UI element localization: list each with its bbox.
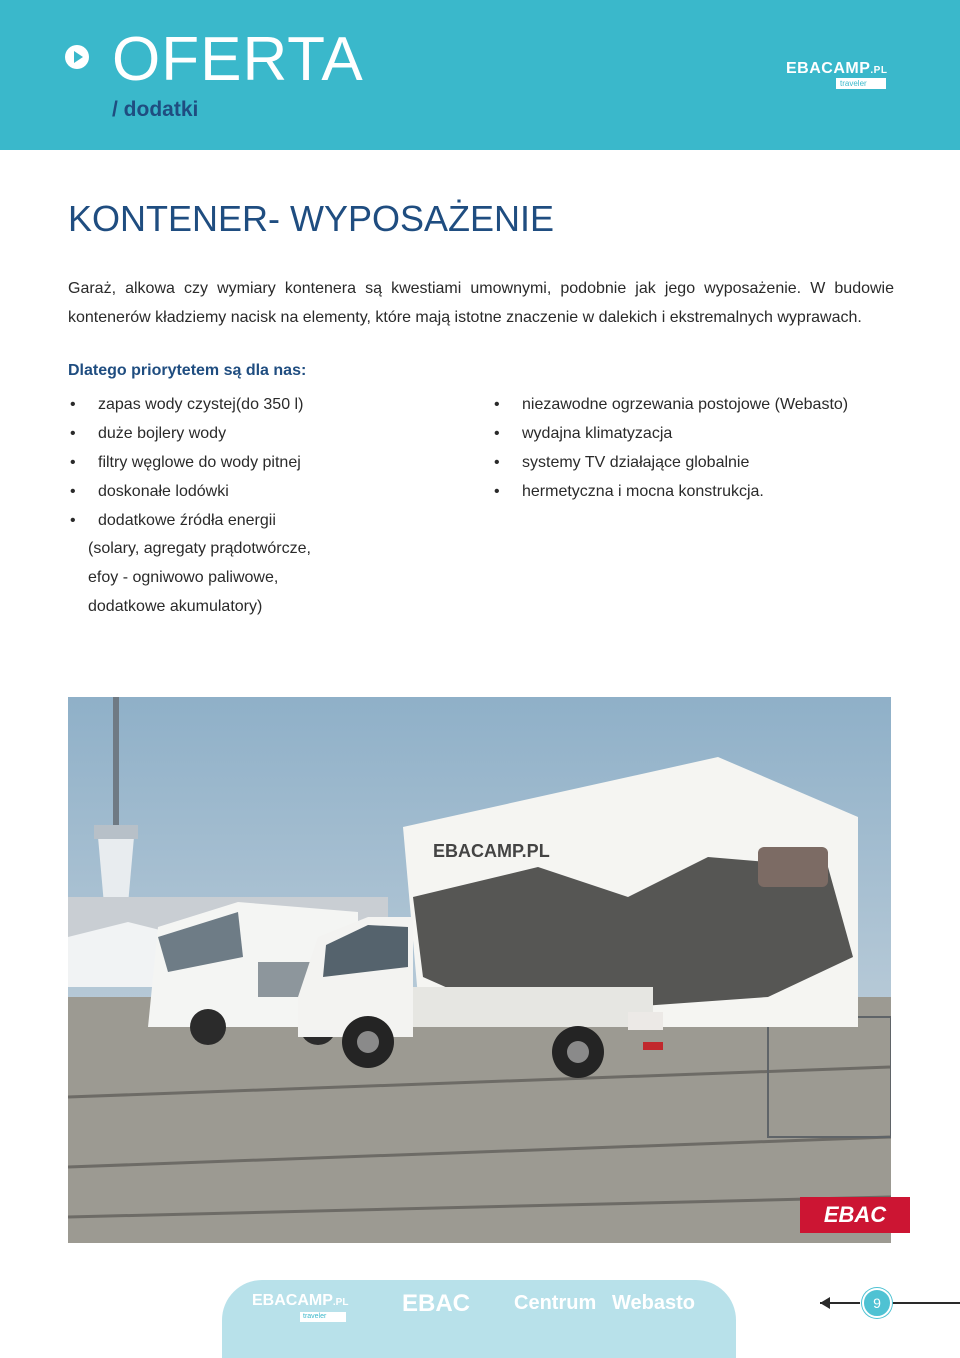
camper-illustration (68, 697, 891, 1243)
back-arrow-icon[interactable] (820, 1297, 830, 1309)
note-line: efoy - ogniwowo paliwowe, (88, 569, 279, 586)
camper-photo (68, 697, 891, 1243)
footer-logo-tag: traveler (300, 1312, 346, 1322)
footer-logo-ebacamp: EBACAMP.PL (252, 1292, 349, 1309)
list-item: • doskonałe lodówki (68, 477, 303, 506)
priority-heading: Dlatego priorytetem są dla nas: (68, 362, 307, 379)
intro-paragraph: Garaż, alkowa czy wymiary kontenera są kwestiami umownymi, podobnie jak jego wyposażenie. W budowie kontenerów kładziemy nacisk na elementy, które mają istotne znaczenie w dalekich i ekstremalnych wyprawach. (68, 280, 894, 326)
page-header (0, 0, 960, 150)
logo-tag: traveler (836, 78, 886, 89)
page-title: OFERTA (112, 25, 364, 94)
list-item: • wydajna klimatyzacja (492, 419, 848, 448)
note-line: dodatkowe akumulatory) (88, 598, 263, 615)
list-item: • duże bojlery wody (68, 419, 303, 448)
note-line: (solary, agregaty prądotwórcze, (88, 540, 311, 557)
page-number: 9 (862, 1288, 892, 1318)
footer-logo-ebac: EBAC (402, 1290, 471, 1317)
list-item: • systemy TV działające globalnie (492, 448, 848, 477)
priority-list-right (492, 390, 848, 506)
list-item: • dodatkowe źródła energii (68, 506, 303, 535)
ebac-corner-tag: EBAC (800, 1197, 910, 1233)
priority-list-left (68, 390, 303, 535)
list-item: • zapas wody czystej(do 350 l) (68, 390, 303, 419)
container-logo: EBACAMP.PL (433, 841, 550, 861)
list-item: • hermetyczna i mocna konstrukcja. (492, 477, 848, 506)
energy-note (88, 534, 311, 621)
play-icon (64, 44, 90, 70)
section-title: KONTENER- WYPOSAŻENIE (68, 198, 555, 239)
page-divider-line (892, 1302, 960, 1304)
footer-logo-webasto: Webasto (612, 1292, 695, 1314)
ebacamp-logo: EBACAMP.PL traveler (786, 60, 888, 88)
list-item: • filtry węglowe do wody pitnej (68, 448, 303, 477)
footer-logo-centrum: Centrum (514, 1292, 597, 1314)
list-item: • niezawodne ogrzewania postojowe (Webasto) (492, 390, 848, 419)
page-subtitle: / dodatki (112, 98, 199, 121)
